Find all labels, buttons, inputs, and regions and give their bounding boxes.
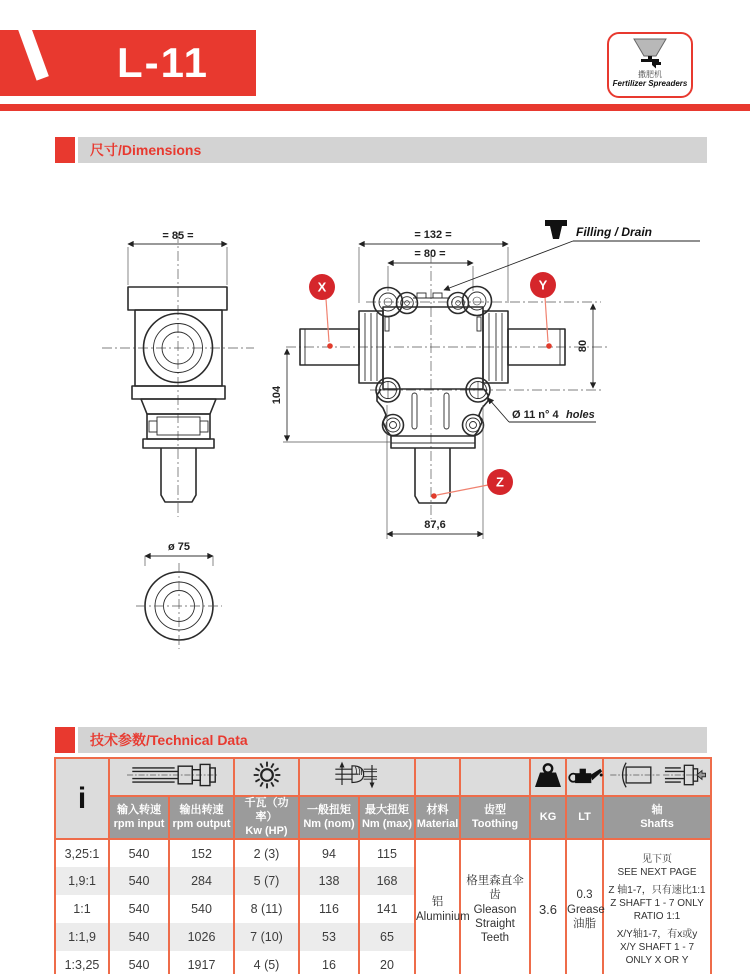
col-material: 材料 Material <box>415 796 460 839</box>
table-row: 1:3,25 540 1917 4 (5) 16 20 <box>55 951 711 974</box>
fertilizer-spreaders-badge <box>607 32 693 98</box>
material-icon-cell <box>415 758 460 796</box>
holes-note-label: Ø 11 n° 4 <box>512 409 559 421</box>
col-rpm-input: 输入转速 rpm input <box>109 796 169 839</box>
model-banner <box>0 30 256 96</box>
bevel-gear-torque-icon <box>299 758 415 796</box>
section-red-square <box>55 727 75 753</box>
section-red-square <box>55 137 75 163</box>
ratio-symbol-header: i <box>55 758 109 839</box>
section-dimensions <box>55 137 707 163</box>
kettlebell-weight-icon <box>530 758 566 796</box>
sun-power-icon <box>234 758 299 796</box>
white-slash-logo-icon <box>18 30 49 81</box>
dim-85-label: = 85 = <box>162 230 194 242</box>
table-row: 1:1 540 540 8 (11) 116 141 <box>55 895 711 923</box>
table-row: 1,9:1 540 284 5 (7) 138 168 <box>55 867 711 895</box>
front-view-drawing <box>271 220 700 539</box>
dim-132-label: = 132 = <box>414 229 452 241</box>
col-kw: 千瓦（功率） Kw (HP) <box>234 796 299 839</box>
pto-splined-shaft-icon <box>109 758 234 796</box>
badge-label-en: Fertilizer Spreaders <box>612 79 688 88</box>
dim-75-label: ø 75 <box>167 541 191 553</box>
dim-876-label: 87,6 <box>424 519 446 531</box>
shaft-x-label: X <box>317 279 327 295</box>
technical-data-table <box>54 757 712 974</box>
shaft-z-label: Z <box>496 474 504 490</box>
dim-80-right-label: 80 <box>577 339 589 353</box>
kg-cell: 3.6 <box>530 839 566 974</box>
col-nm-max: 最大扭矩 Nm (max) <box>359 796 415 839</box>
section-technical-title: 技术参数/Technical Data <box>90 732 248 748</box>
header-divider-line <box>0 104 750 111</box>
fertilizer-hopper-icon <box>628 37 672 70</box>
badge-label-cn: 撒肥机 <box>638 70 662 79</box>
dim-104-label: 104 <box>271 385 283 405</box>
filling-drain-label: Filling / Drain <box>576 225 653 239</box>
oil-can-icon <box>566 758 603 796</box>
col-lt: LT <box>566 796 603 839</box>
toothing-cell: 格里森直伞齿 Gleason Straight Teeth <box>460 839 530 974</box>
col-kg: KG <box>530 796 566 839</box>
col-nm-nom: 一般扭矩 Nm (nom) <box>299 796 359 839</box>
shaft-y-label: Y <box>538 277 548 293</box>
toothing-icon-cell <box>460 758 530 796</box>
dimensions-drawing <box>0 165 750 721</box>
table-row: 1:1,9 540 1026 7 (10) 53 65 <box>55 923 711 951</box>
lt-cell: 0.3 Grease 油脂 <box>566 839 603 974</box>
section-technical-data <box>55 727 707 753</box>
table-row: 3,25:1 540 152 2 (3) 94 115 铝 Aluminium 格里森直伞齿 Gleason Straight Teeth 3.6 0.3 Grease 油脂 见下页 SEE NEXT PAGE Z 轴1-7，只有速比1:1 Z SHAFT 1 - 7 ONLY RATIO 1:1 X/Y轴1-7，有x或y X/Y SHAFT 1 - 7 ONLY X OR Y <box>55 839 711 867</box>
material-cell: 铝 Aluminium <box>415 839 460 974</box>
col-rpm-output: 输出转速 rpm output <box>169 796 234 839</box>
section-dimensions-title: 尺寸/Dimensions <box>90 142 202 158</box>
shafts-cell: 见下页 SEE NEXT PAGE Z 轴1-7，只有速比1:1 Z SHAFT 1 - 7 ONLY RATIO 1:1 X/Y轴1-7，有x或y X/Y SHAFT 1 - 7 ONLY X OR Y <box>603 839 711 974</box>
flange-circle-view <box>136 541 222 649</box>
model-title: L-11 <box>116 39 210 86</box>
dim-80-top-label: = 80 = <box>414 248 446 260</box>
filling-drain-plug-icon <box>545 220 567 239</box>
holes-note-italic-label: holes <box>566 409 595 421</box>
col-shafts: 轴 Shafts <box>603 796 711 839</box>
shaft-ends-icon <box>603 758 711 796</box>
side-view-drawing <box>102 230 254 517</box>
col-toothing: 齿型 Toothing <box>460 796 530 839</box>
